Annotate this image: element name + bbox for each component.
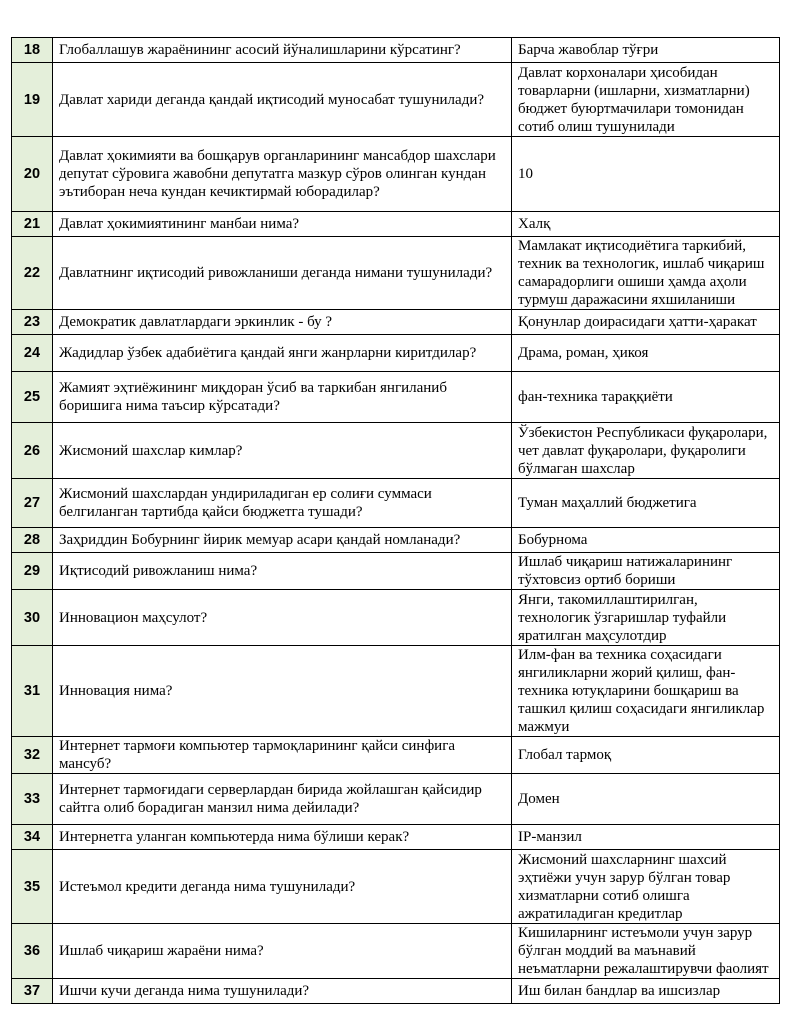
table-row	[12, 553, 780, 590]
row-number: 18	[12, 38, 53, 63]
answer-cell: IP-манзил	[512, 825, 780, 850]
answer-cell: Янги, такомиллаштирилган, технологик ўзгаришлар туфайли яратилган маҳсулотдир	[512, 590, 780, 646]
answer-cell: Қонунлар доирасидаги ҳатти-ҳаракат	[512, 310, 780, 335]
row-number: 21	[12, 212, 53, 237]
row-number: 33	[12, 774, 53, 825]
answer-cell: Барча жавоблар тўғри	[512, 38, 780, 63]
question-cell: Жисмоний шахслардан ундириладиган ер солиғи суммаси белгиланган тартибда қайси бюджетга тушади?	[53, 479, 512, 528]
answer-cell: Глобал тармоқ	[512, 737, 780, 774]
table-row	[12, 774, 780, 825]
answer-cell: Жисмоний шахсларнинг шахсий эҳтиёжи учун зарур бўлган товар хизматларни сотиб олишга ажратиладиган кредитлар	[512, 850, 780, 924]
row-number: 36	[12, 924, 53, 979]
table-row	[12, 528, 780, 553]
question-cell: Инновацион маҳсулот?	[53, 590, 512, 646]
row-number: 31	[12, 646, 53, 737]
answer-cell: Драма, роман, ҳикоя	[512, 335, 780, 372]
table-row	[12, 590, 780, 646]
row-number: 29	[12, 553, 53, 590]
table-row	[12, 924, 780, 979]
row-number: 27	[12, 479, 53, 528]
row-number: 35	[12, 850, 53, 924]
row-number: 24	[12, 335, 53, 372]
answer-cell: Туман маҳаллий бюджетига	[512, 479, 780, 528]
answer-cell: 10	[512, 137, 780, 212]
question-cell: Интернет тармоғидаги серверлардан бирида жойлашган қайсидир сайтга олиб борадиган манзил нима дейилади?	[53, 774, 512, 825]
question-cell: Давлат ҳокимиятининг манбаи нима?	[53, 212, 512, 237]
answer-cell: Мамлакат иқтисодиётига таркибий, техник ва технологик, ишлаб чиқариш самарадорлиги ошиши ҳамда аҳоли турмуш даражасини яхшиланиши	[512, 237, 780, 310]
answer-cell: Халқ	[512, 212, 780, 237]
question-cell: Ишлаб чиқариш жараёни нима?	[53, 924, 512, 979]
table-row	[12, 850, 780, 924]
question-cell: Истеъмол кредити деганда нима тушунилади?	[53, 850, 512, 924]
row-number: 23	[12, 310, 53, 335]
question-cell: Инновация нима?	[53, 646, 512, 737]
table-row	[12, 423, 780, 479]
row-number: 30	[12, 590, 53, 646]
table-row	[12, 63, 780, 137]
row-number: 26	[12, 423, 53, 479]
answer-cell: Илм-фан ва техника соҳасидаги янгиликларни жорий қилиш, фан-техника ютуқларини бошқариш ва ташкил қилиш соҳасидаги янгиликлар мажмуи	[512, 646, 780, 737]
table-row	[12, 479, 780, 528]
table-row	[12, 310, 780, 335]
answer-cell: Домен	[512, 774, 780, 825]
answer-cell: фан-техника тараққиёти	[512, 372, 780, 423]
table-row	[12, 212, 780, 237]
question-cell: Заҳриддин Бобурнинг йирик мемуар асари қандай номланади?	[53, 528, 512, 553]
table-row	[12, 979, 780, 1004]
question-cell: Давлат хариди деганда қандай иқтисодий муносабат тушунилади?	[53, 63, 512, 137]
row-number: 19	[12, 63, 53, 137]
table-row	[12, 335, 780, 372]
question-cell: Жисмоний шахслар кимлар?	[53, 423, 512, 479]
table-row	[12, 825, 780, 850]
answer-cell: Иш билан бандлар ва ишсизлар	[512, 979, 780, 1004]
question-cell: Давлат ҳокимияти ва бошқарув органларининг мансабдор шахслари депутат сўровига жавобни депутатга мазкур сўров олинган кундан эътиборан неча кундан кечиктирмай юборадилар?	[53, 137, 512, 212]
table-row	[12, 646, 780, 737]
answer-cell: Кишиларнинг истеъмоли учун зарур бўлган моддий ва маънавий неъматларни режалаштирувчи фаолият	[512, 924, 780, 979]
row-number: 20	[12, 137, 53, 212]
row-number: 25	[12, 372, 53, 423]
row-number: 34	[12, 825, 53, 850]
row-number: 28	[12, 528, 53, 553]
row-number: 37	[12, 979, 53, 1004]
question-cell: Иқтисодий ривожланиш нима?	[53, 553, 512, 590]
question-cell: Ишчи кучи деганда нима тушунилади?	[53, 979, 512, 1004]
row-number: 22	[12, 237, 53, 310]
question-cell: Жамият эҳтиёжининг миқдоран ўсиб ва таркибан янгиланиб боришига нима таъсир кўрсатади?	[53, 372, 512, 423]
table-row	[12, 237, 780, 310]
question-cell: Давлатнинг иқтисодий ривожланиши деганда нимани тушунилади?	[53, 237, 512, 310]
question-cell: Глобаллашув жараёнининг асосий йўналишларини кўрсатинг?	[53, 38, 512, 63]
question-cell: Жадидлар ўзбек адабиётига қандай янги жанрларни киритдилар?	[53, 335, 512, 372]
answer-cell: Давлат корхоналари ҳисобидан товарларни (ишларни, хизматларни) бюджет буюртмачилари томонидан сотиб олиш тушунилади	[512, 63, 780, 137]
table-row	[12, 38, 780, 63]
table-row	[12, 737, 780, 774]
answer-cell: Бобурнома	[512, 528, 780, 553]
row-number: 32	[12, 737, 53, 774]
question-cell: Демократик давлатлардаги эркинлик - бу ?	[53, 310, 512, 335]
question-cell: Интернетга уланган компьютерда нима бўлиши керак?	[53, 825, 512, 850]
table-row	[12, 137, 780, 212]
question-cell: Интернет тармоғи компьютер тармоқларининг қайси синфига мансуб?	[53, 737, 512, 774]
answer-cell: Ўзбекистон Республикаси фуқаролари, чет давлат фуқаролари, фуқаролиги бўлмаган шахслар	[512, 423, 780, 479]
qa-table	[11, 37, 780, 1004]
answer-cell: Ишлаб чиқариш натижаларининг тўхтовсиз ортиб бориши	[512, 553, 780, 590]
table-row	[12, 372, 780, 423]
